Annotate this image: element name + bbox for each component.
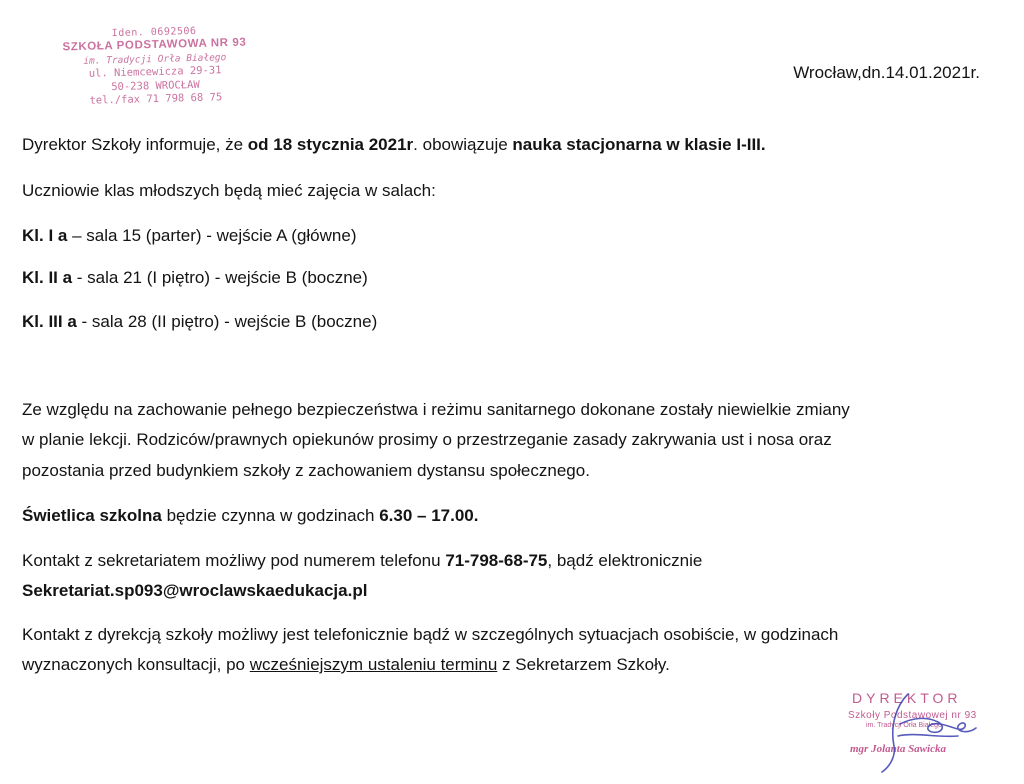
start-date: od 18 stycznia 2021r — [247, 135, 414, 154]
safety-paragraph-line: w planie lekcji. Rodziców/prawnych opiekunów prosimy o przestrzeganie zasady zakrywania ust i nosa oraz — [22, 430, 832, 449]
director-name: mgr Jolanta Sawicka — [850, 743, 946, 755]
stamp-iden: Iden. 0692506 — [111, 25, 197, 40]
learning-mode: nauka stacjonarna w klasie I-III. — [512, 135, 766, 154]
afterschool-hours: 6.30 – 17.00. — [379, 506, 479, 525]
stamp-city: 50-238 WROCŁAW — [111, 78, 200, 93]
class-label: Kl. III a — [22, 312, 77, 331]
class-details: - sala 28 (II piętro) - wejście B (boczne) — [76, 312, 378, 331]
director-contact-line: Kontakt z dyrekcją szkoły możliwy jest telefonicznie bądź w szczególnych sytuacjach osobiście, w godzinach — [22, 625, 839, 644]
text-segment: Kontakt z sekretariatem możliwy pod numerem telefonu — [22, 551, 446, 570]
class-label: Kl. I a — [22, 226, 68, 245]
safety-paragraph-line: pozostania przed budynkiem szkoły z zachowaniem dystansu społecznego. — [22, 461, 590, 480]
stamp-street: ul. Niemcewicza 29-31 — [88, 64, 222, 80]
class-label: Kl. II a — [22, 268, 73, 287]
secretariat-phone: 71-798-68-75 — [445, 551, 548, 570]
text-segment: Dyrektor Szkoły informuje, że — [22, 135, 248, 154]
text-segment: . obowiązuje — [413, 135, 513, 154]
class-row — [22, 311, 377, 333]
stamp-patron: im. Tradycji Orła Białego — [83, 51, 227, 67]
text-segment: , bądź elektronicznie — [547, 551, 703, 570]
text-segment: z Sekretarzem Szkoły. — [497, 655, 670, 674]
class-details: - sala 21 (I piętro) - wejście B (boczne) — [72, 268, 368, 287]
place-date: Wrocław,dn.14.01.2021r. — [793, 63, 980, 82]
school-stamp — [39, 23, 271, 109]
afterschool-label: Świetlica szkolna — [22, 506, 162, 525]
director-patron: im. Tradycji Orła Białego — [866, 722, 942, 729]
secretariat-email: Sekretariat.sp093@wroclawskaedukacja.pl — [22, 581, 368, 600]
text-segment: wyznaczonych konsultacji, po — [22, 655, 250, 674]
underlined-phrase: wcześniejszym ustaleniu terminu — [249, 655, 498, 674]
class-details: – sala 15 (parter) - wejście A (główne) — [67, 226, 357, 245]
director-contact-line — [22, 654, 670, 676]
director-signature-stamp — [838, 688, 998, 774]
stamp-school-name: SZKOŁA PODSTAWOWA NR 93 — [62, 37, 247, 54]
class-row — [22, 267, 368, 289]
safety-paragraph-line: Ze względu na zachowanie pełnego bezpieczeństwa i reżimu sanitarnego dokonane zostały niewielkie zmiany — [22, 400, 850, 419]
text-segment: będzie czynna w godzinach — [161, 506, 380, 525]
director-title: DYREKTOR — [852, 690, 962, 706]
announcement-paragraph — [22, 134, 766, 156]
classrooms-intro: Uczniowie klas młodszych będą mieć zajęcia w salach: — [22, 181, 436, 200]
afterschool-paragraph — [22, 505, 478, 527]
director-school: Szkoły Podstawowej nr 93 — [848, 710, 977, 721]
handwritten-signature — [838, 688, 998, 774]
class-row — [22, 225, 356, 247]
contact-paragraph — [22, 550, 702, 572]
stamp-phone: tel./fax 71 798 68 75 — [89, 91, 223, 107]
